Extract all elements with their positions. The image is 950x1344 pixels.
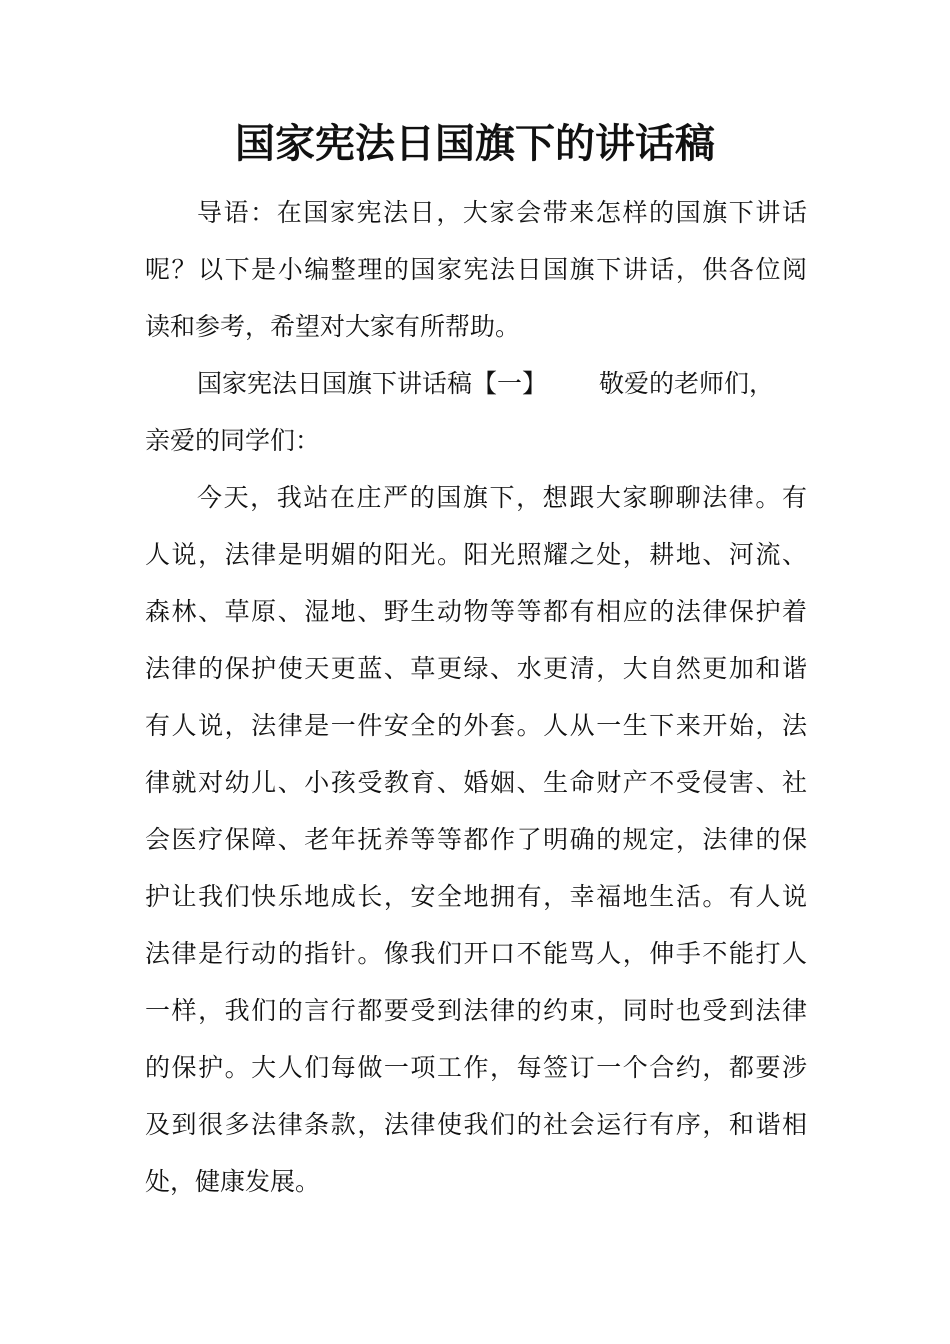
section-heading-line [197,364,807,404]
intro-line-1: 导语：在国家宪法日，大家会带来怎样的国旗下讲话 [197,198,807,227]
document-title: 国家宪法日国旗下的讲话稿 [235,120,715,167]
intro-line-2: 呢？以下是小编整理的国家宪法日国旗下讲话，供各位阅 [145,255,807,284]
body-line: 会医疗保障、老年抚养等等都作了明确的规定，法律的保 [145,825,807,854]
body-line: 律就对幼儿、小孩受教育、婚姻、生命财产不受侵害、社 [145,768,807,797]
body-line: 人说，法律是明媚的阳光。阳光照耀之处，耕地、河流、 [145,540,807,569]
intro-line-3: 读和参考，希望对大家有所帮助。 [145,312,521,341]
body-line: 今天，我站在庄严的国旗下，想跟大家聊聊法律。有 [197,483,807,512]
body-line: 一样，我们的言行都要受到法律的约束，同时也受到法律 [145,996,807,1025]
greeting-students: 亲爱的同学们： [145,426,321,455]
body-line: 法律的保护使天更蓝、草更绿、水更清，大自然更加和谐 [145,654,807,683]
section-heading: 国家宪法日国旗下讲话稿【一】 [197,369,548,398]
body-line: 的保护。大人们每做一项工作，每签订一个合约，都要涉 [145,1053,807,1082]
body-line: 及到很多法律条款，法律使我们的社会运行有序，和谐相 [145,1110,807,1139]
greeting-teachers: 敬爱的老师们， [599,369,775,398]
body-line: 法律是行动的指针。像我们开口不能骂人，伸手不能打人 [145,939,807,968]
body-line: 有人说，法律是一件安全的外套。人从一生下来开始，法 [145,711,807,740]
body-line: 森林、草原、湿地、野生动物等等都有相应的法律保护着 [145,597,807,626]
body-line: 处，健康发展。 [145,1167,321,1196]
body-line: 护让我们快乐地成长，安全地拥有，幸福地生活。有人说 [145,882,807,911]
